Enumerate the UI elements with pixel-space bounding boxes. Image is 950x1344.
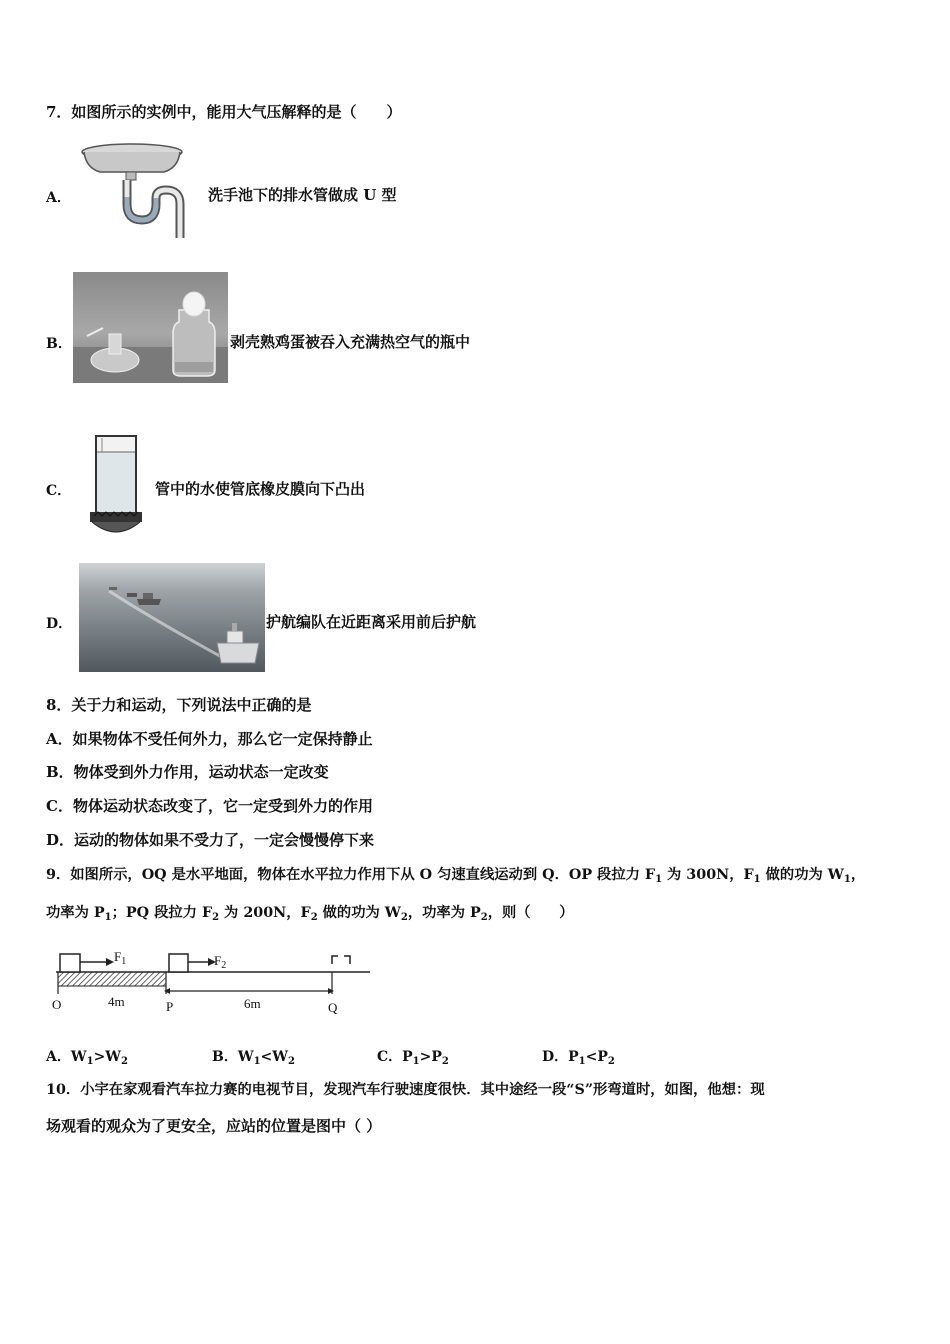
q7-option-a-label: A． [46, 190, 71, 206]
q9-stem-line2: 功率为 $P_1$；PQ 段拉力 $F_2$ 为 200N，$F_2$ 做的功为 $W_2$，功率为 $P_2$，则（ ） [46, 905, 574, 923]
q8-option-d: D．运动的物体如果不受力了，一定会慢慢停下来 [46, 831, 375, 849]
q8-option-a: A．如果物体不受任何外力，那么它一定保持静止 [46, 730, 373, 748]
point-p-label: P [166, 999, 174, 1014]
q10-stem-line1: 10．小宇在家观看汽车拉力赛的电视节目，发现汽车行驶速度很快．其中途经一段“S”形弯道时，如图，他想：现 [46, 1082, 765, 1098]
q7-option-a-text: 洗手池下的排水管做成 U 型 [208, 186, 397, 204]
q7-stem: 7．如图所示的实例中，能用大气压解释的是（ ） [46, 103, 402, 121]
q9-stem-line1: 9．如图所示，OQ 是水平地面，物体在水平拉力作用下从 O 匀速直线运动到 Q．OP 段拉力 $F_1$ 为 300N，$F_1$ 做的功为 $W_1$， [46, 867, 866, 885]
q7-option-d-label: D． [46, 616, 73, 632]
q8-option-b: B．物体受到外力作用，运动状态一定改变 [46, 763, 329, 781]
block-3-dashed [332, 956, 350, 964]
q8-option-c: C．物体运动状态改变了，它一定受到外力的作用 [46, 797, 373, 815]
q9-option-a: A．$W_1>W_2$ [46, 1049, 128, 1067]
point-o-label: O [52, 997, 62, 1012]
q7-option-d-text: 护航编队在近距离采用前后护航 [266, 613, 477, 631]
force-label-2: $F_2$ [214, 953, 227, 971]
block-2 [169, 954, 188, 972]
q9-option-d: D．$P_1<P_2$ [542, 1049, 615, 1067]
ship-formation-figure [79, 563, 265, 672]
distance-pq-label: 6m [244, 996, 261, 1011]
q7-option-b-text: 剥壳熟鸡蛋被吞入充满热空气的瓶中 [230, 333, 471, 351]
force-diagram [46, 944, 386, 1024]
q9-option-b: B．$W_1<W_2$ [212, 1049, 295, 1067]
q10-stem-line2: 场观看的观众为了更安全，应站的位置是图中（ ） [46, 1117, 382, 1135]
block-1 [60, 954, 80, 972]
q8-stem: 8．关于力和运动，下列说法中正确的是 [46, 696, 312, 714]
sink-u-pipe-figure [80, 142, 205, 240]
q7-option-c-label: C． [46, 483, 72, 499]
point-q-label: Q [328, 1000, 338, 1015]
q7-option-c-text: 管中的水使管底橡皮膜向下凸出 [155, 480, 366, 498]
q7-option-b-label: B． [46, 336, 72, 352]
rough-surface-op [58, 972, 166, 986]
force-label-1: $F_1$ [114, 949, 127, 967]
distance-op-label: 4m [108, 994, 125, 1009]
tube-membrane-figure [86, 432, 152, 540]
q9-option-c: C．$P_1>P_2$ [377, 1049, 449, 1067]
egg-in-bottle-figure [73, 272, 228, 383]
